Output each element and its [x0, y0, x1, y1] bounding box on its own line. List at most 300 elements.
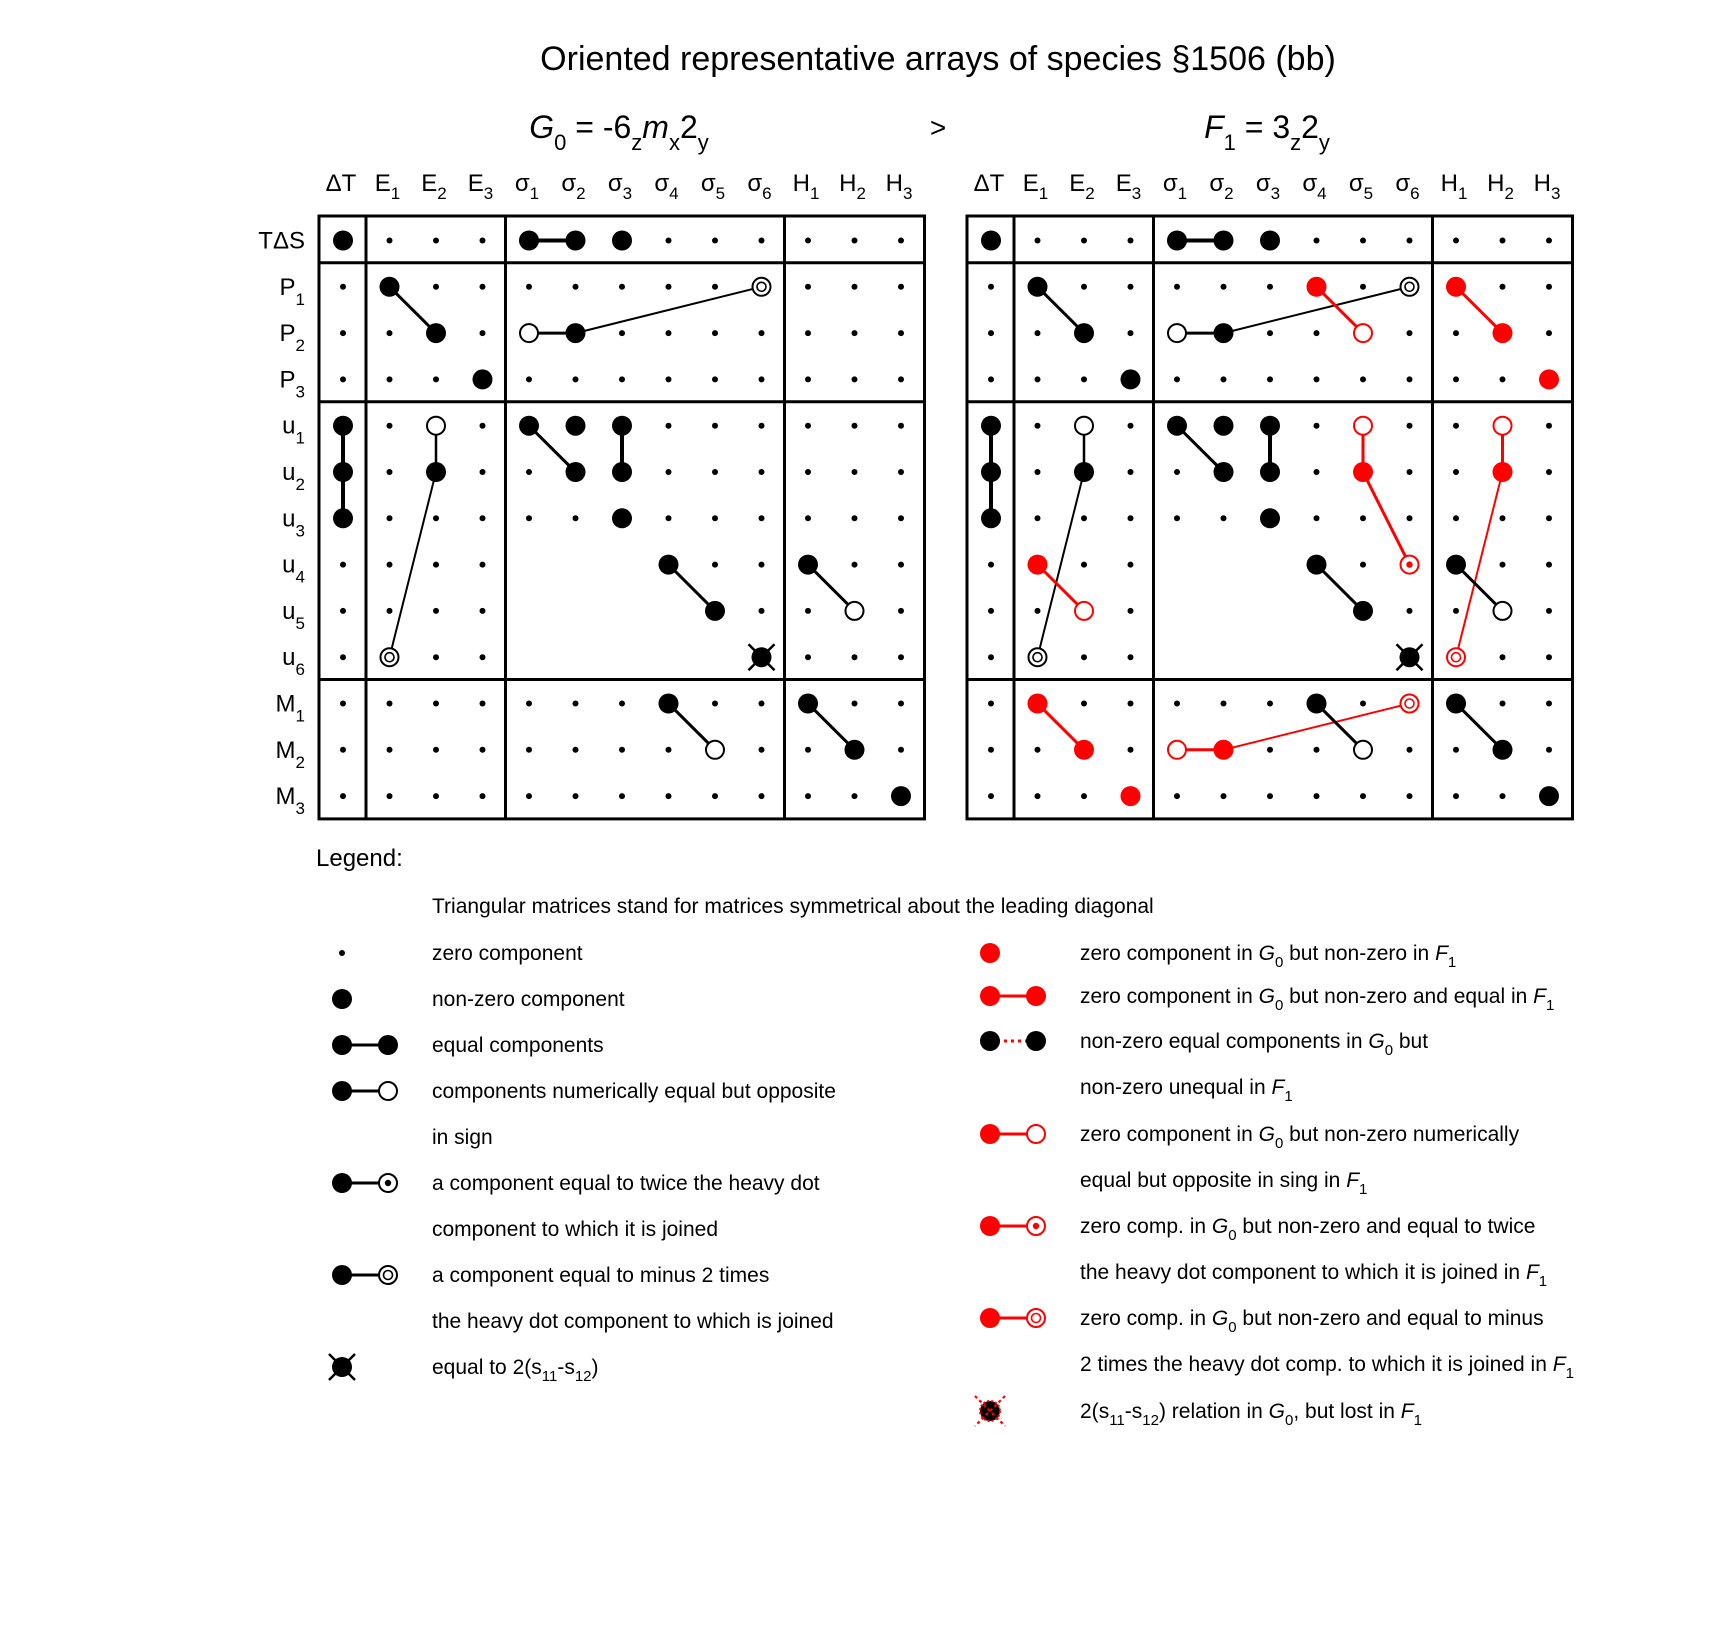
- zero-component-dot: [526, 284, 532, 290]
- zero-component-dot: [898, 238, 904, 244]
- opposite-sign-component: [1168, 741, 1186, 759]
- nonzero-component: [798, 694, 818, 714]
- zero-component-dot: [1035, 608, 1041, 614]
- minus-twice-component: [1401, 278, 1419, 296]
- zero-component-dot: [712, 701, 718, 707]
- zero-component-dot: [666, 238, 672, 244]
- zero-component-dot: [1221, 515, 1227, 521]
- zero-component-dot: [526, 515, 532, 521]
- nonzero-component: [1446, 555, 1466, 575]
- zero-component-dot: [1081, 238, 1087, 244]
- zero-component-dot: [1360, 701, 1366, 707]
- zero-component-dot: [340, 793, 346, 799]
- zero-component-dot: [1360, 515, 1366, 521]
- zero-component-dot: [852, 376, 858, 382]
- zero-component-dot: [712, 330, 718, 336]
- nonzero-component: [1214, 231, 1234, 251]
- zero-component-dot: [1314, 747, 1320, 753]
- legend-heading: Legend:: [316, 845, 403, 872]
- zero-component-dot: [1267, 701, 1273, 707]
- zero-component-dot: [712, 284, 718, 290]
- nonzero-component: [1074, 462, 1094, 482]
- zero-component-dot: [759, 469, 765, 475]
- zero-component-dot: [1035, 793, 1041, 799]
- nonzero-component: [333, 508, 353, 528]
- zero-component-dot: [1407, 515, 1413, 521]
- zero-component-dot: [988, 608, 994, 614]
- zero-component-dot: [1546, 654, 1552, 660]
- zero-component-dot: [1500, 701, 1506, 707]
- zero-component-dot: [1407, 376, 1413, 382]
- legend-left-text: equal to $2(s_{11}-s_{12})$: [432, 1356, 599, 1385]
- zero-component-dot: [480, 747, 486, 753]
- nonzero-component: [1121, 369, 1141, 389]
- zero-component-dot: [805, 284, 811, 290]
- zero-component-dot: [1546, 562, 1552, 568]
- zero-component-dot: [387, 330, 393, 336]
- zero-component-dot: [1081, 284, 1087, 290]
- zero-component-dot: [712, 515, 718, 521]
- zero-component-dot: [712, 238, 718, 244]
- page-title: Oriented representative arrays of species §1506 (bb): [540, 40, 1336, 78]
- legend-right-text: $2(s_{11}-s_{12})$ relation in $G_0$, but lost in $F_1$: [1080, 1400, 1422, 1429]
- opposite-sign-component: [1168, 324, 1186, 342]
- nonzero-component: [1446, 277, 1466, 297]
- legend-red-nonzero-symbol: [980, 943, 1000, 963]
- minus-twice-component: [1029, 648, 1047, 666]
- zero-component-dot: [1314, 793, 1320, 799]
- legend-left-text: a component equal to minus 2 times: [432, 1264, 770, 1287]
- legend-left-text: zero component: [432, 942, 583, 965]
- zero-component-dot: [852, 284, 858, 290]
- zero-component-dot: [759, 608, 765, 614]
- zero-component-dot: [1314, 238, 1320, 244]
- zero-component-dot: [1314, 423, 1320, 429]
- nonzero-component: [1539, 369, 1559, 389]
- zero-component-dot: [526, 793, 532, 799]
- zero-component-dot: [1407, 793, 1413, 799]
- zero-component-dot: [1407, 238, 1413, 244]
- nonzero-component: [1214, 416, 1234, 436]
- legend-left-text: a component equal to twice the heavy dot: [432, 1172, 820, 1195]
- legend-right-text: zero component in $G_0$ but non-zero in $F_1$: [1080, 942, 1457, 971]
- row-label: $M_3$: [275, 783, 305, 819]
- nonzero-component: [333, 462, 353, 482]
- zero-component-dot: [1453, 238, 1459, 244]
- nonzero-component: [426, 323, 446, 343]
- nonzero-component: [426, 462, 446, 482]
- zero-component-dot: [805, 747, 811, 753]
- zero-component-dot: [387, 515, 393, 521]
- zero-component-dot: [898, 515, 904, 521]
- zero-component-dot: [387, 376, 393, 382]
- zero-component-dot: [1128, 562, 1134, 568]
- twice-component-center: [1033, 1223, 1039, 1229]
- nonzero-component: [1539, 786, 1559, 806]
- zero-component-dot: [1221, 376, 1227, 382]
- nonzero-component: [798, 555, 818, 575]
- nonzero-component: [1214, 323, 1234, 343]
- component-link: [1363, 472, 1410, 565]
- arrays-layer: [258, 109, 1572, 819]
- zero-component-dot: [433, 701, 439, 707]
- zero-component-dot: [988, 654, 994, 660]
- row-label: $P_2$: [279, 320, 305, 356]
- column-label: $E_1$: [374, 170, 401, 203]
- zero-component-dot: [1267, 284, 1273, 290]
- zero-component-dot: [666, 330, 672, 336]
- row-label: $u_5$: [282, 597, 305, 633]
- nonzero-component: [1446, 694, 1466, 714]
- zero-component-dot: [619, 701, 625, 707]
- nonzero-component: [1260, 462, 1280, 482]
- zero-component-dot: [387, 423, 393, 429]
- column-label: $\sigma_2$: [561, 170, 586, 203]
- column-label: $\sigma_4$: [654, 170, 679, 203]
- zero-component-dot: [898, 747, 904, 753]
- zero-component-dot: [1267, 747, 1273, 753]
- zero-component-dot: [666, 423, 672, 429]
- zero-component-dot: [387, 562, 393, 568]
- comparator-symbol: >: [929, 112, 947, 143]
- legend-red-heavy-dot: [980, 986, 1000, 1006]
- nonzero-component: [612, 231, 632, 251]
- legend-red-heavy-dot: [980, 1216, 1000, 1236]
- zero-component-dot: [480, 701, 486, 707]
- zero-component-dot: [666, 793, 672, 799]
- zero-component-dot: [712, 423, 718, 429]
- array-g0: [258, 109, 924, 819]
- zero-component-dot: [759, 423, 765, 429]
- zero-component-dot: [480, 238, 486, 244]
- zero-component-dot: [805, 793, 811, 799]
- column-label: $E_3$: [467, 170, 494, 203]
- nonzero-component: [519, 231, 539, 251]
- column-label: $\sigma_3$: [607, 170, 633, 203]
- zero-component-dot: [1546, 608, 1552, 614]
- minus-twice-component: [381, 648, 399, 666]
- column-label: $\sigma_5$: [1348, 170, 1374, 203]
- s11-s12-component: [1397, 644, 1423, 670]
- zero-component-dot: [573, 284, 579, 290]
- legend-right-item: [980, 1307, 1574, 1382]
- zero-component-dot: [1081, 701, 1087, 707]
- zero-component-dot: [1546, 469, 1552, 475]
- column-label: $H_2$: [839, 170, 866, 203]
- zero-component-dot: [898, 423, 904, 429]
- opposite-sign-component: [1354, 741, 1372, 759]
- zero-component-dot: [1500, 284, 1506, 290]
- zero-component-dot: [340, 284, 346, 290]
- nonzero-component: [1074, 323, 1094, 343]
- nonzero-component: [845, 740, 865, 760]
- zero-component-dot: [1500, 515, 1506, 521]
- zero-component-dot: [988, 330, 994, 336]
- zero-component-dot: [852, 515, 858, 521]
- zero-component-dot: [759, 515, 765, 521]
- nonzero-component: [659, 694, 679, 714]
- legend-heavy-dot: [332, 1173, 352, 1193]
- zero-component-dot: [480, 562, 486, 568]
- zero-component-dot: [480, 608, 486, 614]
- zero-component-dot: [666, 515, 672, 521]
- nonzero-component: [891, 786, 911, 806]
- legend-right-text: zero component in $G_0$ but non-zero and equal in $F_1$: [1080, 985, 1555, 1014]
- zero-component-dot: [1081, 515, 1087, 521]
- minus-twice-component: [1401, 695, 1419, 713]
- zero-component-dot: [898, 469, 904, 475]
- legend-left-text: the heavy dot component to which is joined: [432, 1310, 834, 1333]
- zero-component-dot: [480, 469, 486, 475]
- zero-component-dot: [712, 376, 718, 382]
- nonzero-component: [1028, 694, 1048, 714]
- zero-component-dot: [1128, 515, 1134, 521]
- zero-component-dot: [1174, 515, 1180, 521]
- legend-right-text: zero comp. in $G_0$ but non-zero and equal to twice: [1080, 1215, 1536, 1244]
- zero-component-dot: [1174, 701, 1180, 707]
- zero-component-dot: [805, 330, 811, 336]
- zero-component-dot: [852, 654, 858, 660]
- legend-red-heavy-dot: [980, 1124, 1000, 1144]
- zero-component-dot: [1546, 515, 1552, 521]
- zero-component-dot: [1267, 376, 1273, 382]
- row-label: $u_6$: [282, 644, 305, 680]
- zero-component-dot: [340, 747, 346, 753]
- zero-component-dot: [1546, 423, 1552, 429]
- zero-component-dot: [340, 376, 346, 382]
- array-header-g0: $G_0 = -6_zm_x2_y$: [529, 109, 709, 155]
- legend-left-text: component to which it is joined: [432, 1218, 718, 1241]
- zero-component-dot: [1500, 376, 1506, 382]
- row-label: $u_4$: [282, 551, 305, 587]
- legend-left-item: [339, 942, 583, 965]
- twice-component-center: [385, 1180, 391, 1186]
- zero-component-dot: [1407, 423, 1413, 429]
- legend-left-item: [332, 1034, 604, 1057]
- nonzero-component: [612, 462, 632, 482]
- zero-component-dot: [480, 423, 486, 429]
- twice-component-center: [1406, 561, 1412, 567]
- zero-component-dot: [1035, 330, 1041, 336]
- nonzero-component: [1028, 277, 1048, 297]
- nonzero-component: [1493, 323, 1513, 343]
- zero-component-dot: [1128, 608, 1134, 614]
- zero-component-dot: [852, 793, 858, 799]
- zero-component-dot: [480, 330, 486, 336]
- opposite-sign-component: [1494, 417, 1512, 435]
- nonzero-component: [981, 416, 1001, 436]
- zero-component-dot: [526, 747, 532, 753]
- zero-component-dot: [433, 376, 439, 382]
- legend-right-text: non-zero unequal in $F_1$: [1080, 1076, 1293, 1105]
- zero-component-dot: [1128, 701, 1134, 707]
- zero-component-dot: [1453, 608, 1459, 614]
- zero-component-dot: [898, 608, 904, 614]
- zero-component-dot: [433, 515, 439, 521]
- legend-right-text: 2 times the heavy dot comp. to which it is joined in $F_1$: [1080, 1353, 1574, 1382]
- zero-component-dot: [1546, 701, 1552, 707]
- zero-component-dot: [1500, 654, 1506, 660]
- column-label: $E_2$: [1069, 170, 1095, 203]
- zero-component-dot: [573, 793, 579, 799]
- nonzero-component: [1260, 416, 1280, 436]
- legend-right-text: equal but opposite in sing in $F_1$: [1080, 1169, 1368, 1198]
- zero-component-dot: [852, 238, 858, 244]
- nonzero-component: [1307, 555, 1327, 575]
- zero-component-dot: [1174, 469, 1180, 475]
- zero-component-dot: [1453, 330, 1459, 336]
- zero-component-dot: [898, 284, 904, 290]
- legend-left-text: components numerically equal but opposite: [432, 1080, 836, 1103]
- minus-twice-component: [753, 278, 771, 296]
- legend-red-heavy-dot: [980, 1308, 1000, 1328]
- opposite-sign-component: [846, 602, 864, 620]
- legend-right-item: [980, 1123, 1520, 1198]
- zero-component-dot: [1407, 747, 1413, 753]
- nonzero-component: [566, 231, 586, 251]
- column-label: $H_2$: [1487, 170, 1514, 203]
- zero-component-dot: [433, 238, 439, 244]
- zero-component-dot: [387, 238, 393, 244]
- legend-right-item: [975, 1396, 1422, 1429]
- legend-left-item: [332, 1264, 834, 1333]
- zero-component-dot: [759, 330, 765, 336]
- row-label: $M_2$: [275, 736, 305, 772]
- zero-component-dot: [1453, 469, 1459, 475]
- legend-s11-s12-symbol: [329, 1354, 355, 1380]
- zero-component-dot: [805, 654, 811, 660]
- nonzero-component: [1353, 462, 1373, 482]
- zero-component-dot: [433, 562, 439, 568]
- minus-twice-inner-ring: [384, 1271, 393, 1280]
- zero-component-dot: [619, 747, 625, 753]
- zero-component-dot: [1453, 793, 1459, 799]
- column-label: $H_3$: [1533, 170, 1561, 203]
- zero-component-dot: [573, 747, 579, 753]
- zero-component-dot: [1360, 284, 1366, 290]
- zero-component-dot: [1221, 701, 1227, 707]
- array-header-f1: $F_1 = 3_z2_y$: [1204, 109, 1330, 155]
- nonzero-component: [1493, 462, 1513, 482]
- zero-component-dot: [480, 793, 486, 799]
- zero-component-dot: [852, 562, 858, 568]
- column-label: $E_1$: [1022, 170, 1049, 203]
- zero-component-dot: [898, 330, 904, 336]
- zero-component-dot: [1128, 747, 1134, 753]
- column-label: $\sigma_6$: [747, 170, 772, 203]
- legend-joined-symbol: [379, 1266, 397, 1284]
- nonzero-component: [1167, 231, 1187, 251]
- column-label: $\sigma_3$: [1255, 170, 1281, 203]
- zero-component-dot: [712, 469, 718, 475]
- s11-s12-component: [749, 644, 775, 670]
- zero-component-dot: [1546, 330, 1552, 336]
- row-label: TΔS: [258, 227, 305, 255]
- zero-component-dot: [805, 515, 811, 521]
- column-label: $\sigma_6$: [1395, 170, 1420, 203]
- legend-right-item: [980, 1215, 1547, 1290]
- zero-component-dot: [526, 469, 532, 475]
- legend-joined-symbol: [378, 1035, 398, 1055]
- nonzero-component: [333, 231, 353, 251]
- legend-left-text: non-zero component: [432, 988, 625, 1011]
- column-label: ΔT: [325, 170, 357, 197]
- zero-component-dot: [573, 701, 579, 707]
- opposite-sign-component: [427, 417, 445, 435]
- zero-component-dot: [759, 747, 765, 753]
- legend-right-item: [980, 942, 1456, 971]
- zero-component-dot: [1267, 330, 1273, 336]
- zero-component-dot: [1174, 793, 1180, 799]
- zero-component-dot: [619, 284, 625, 290]
- minus-twice-inner-ring: [1033, 653, 1042, 662]
- zero-component-dot: [1081, 793, 1087, 799]
- zero-component-dot: [1453, 747, 1459, 753]
- row-label: $u_3$: [282, 505, 305, 541]
- zero-component-dot: [340, 654, 346, 660]
- zero-component-dot: [480, 654, 486, 660]
- row-label: $M_1$: [275, 690, 305, 726]
- zero-component-dot: [805, 238, 811, 244]
- zero-component-dot: [1128, 469, 1134, 475]
- zero-component-dot: [805, 376, 811, 382]
- zero-component-dot: [988, 701, 994, 707]
- zero-component-dot: [340, 330, 346, 336]
- zero-component-dot: [805, 469, 811, 475]
- zero-component-dot: [1128, 423, 1134, 429]
- minus-twice-inner-ring: [385, 653, 394, 662]
- array-f1: [967, 109, 1573, 819]
- zero-component-dot: [1035, 376, 1041, 382]
- zero-component-dot: [1546, 238, 1552, 244]
- zero-component-dot: [480, 284, 486, 290]
- nonzero-component: [566, 416, 586, 436]
- zero-component-dot: [340, 701, 346, 707]
- zero-component-dot: [1035, 238, 1041, 244]
- nonzero-component: [1214, 462, 1234, 482]
- zero-component-dot: [1360, 238, 1366, 244]
- nonzero-component: [566, 323, 586, 343]
- zero-component-dot: [1360, 793, 1366, 799]
- zero-component-dot: [898, 701, 904, 707]
- column-label: $\sigma_5$: [700, 170, 726, 203]
- zero-component-dot: [433, 793, 439, 799]
- zero-component-dot: [1221, 284, 1227, 290]
- legend-heavy-dot: [332, 1081, 352, 1101]
- zero-component-dot: [1081, 562, 1087, 568]
- legend-nonzero-symbol: [332, 989, 352, 1009]
- zero-component-dot: [1174, 376, 1180, 382]
- zero-component-dot: [666, 747, 672, 753]
- column-label: $H_1$: [792, 170, 820, 203]
- zero-component-dot: [340, 608, 346, 614]
- zero-component-dot: [1221, 793, 1227, 799]
- nonzero-component: [981, 508, 1001, 528]
- zero-component-dot: [1546, 284, 1552, 290]
- nonzero-component: [612, 416, 632, 436]
- zero-component-dot: [1128, 238, 1134, 244]
- zero-component-dot: [526, 376, 532, 382]
- zero-component-dot: [1081, 654, 1087, 660]
- legend-right-item: [980, 1030, 1428, 1105]
- nonzero-component: [1028, 555, 1048, 575]
- zero-component-dot: [1128, 654, 1134, 660]
- zero-component-dot: [852, 701, 858, 707]
- zero-component-dot: [852, 330, 858, 336]
- zero-component-dot: [759, 238, 765, 244]
- zero-component-dot: [666, 284, 672, 290]
- nonzero-component: [981, 462, 1001, 482]
